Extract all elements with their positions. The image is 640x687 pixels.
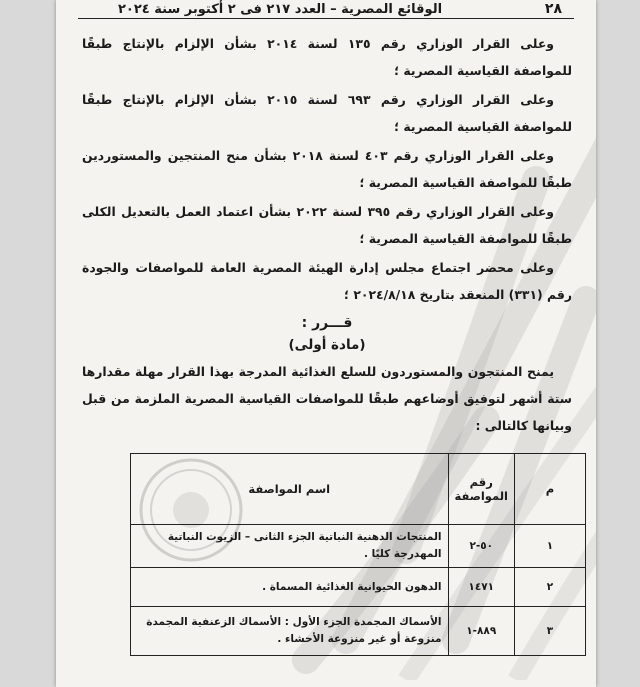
preamble-paragraph: وعلى محضر اجتماع مجلس إدارة الهيئة المصرية العامة للمواصفات والجودة رقم (٣٣١) المنعقد بتاريخ ٢٠٢٤/٨/١٨ ؛ [82,260,572,302]
article-text: يمنح المنتجون والمستوردون للسلع الغذائية المدرجة بهذا القرار مهلة مقدارها ستة أشهر لتوفيق أوضاعهم طبقًا للمواصفات القياسية المصرية الملزمة من قبل وبيانها كالتالى : [82,364,572,433]
row-spec-number: ٨٨٩-١ [448,607,515,656]
preamble-paragraph: وعلى القرار الوزاري رقم ١٣٥ لسنة ٢٠١٤ بشأن الإلزام بالإنتاج طبقًا للمواصفة القياسية المصرية ؛ [82,36,572,78]
page-number: ٢٨ [544,1,562,17]
page-header [78,0,574,19]
preamble-paragraph: وعلى القرار الوزاري رقم ٤٠٣ لسنة ٢٠١٨ بشأن منح المنتجين والمستوردين طبقًا للمواصفة القياسية المصرية ؛ [82,148,572,190]
document-page [56,0,596,687]
document-body [82,30,572,441]
table-row [131,525,586,568]
row-index: ٢ [515,568,586,607]
header-spec-name: اسم المواصفة [131,454,449,525]
row-index: ٣ [515,607,586,656]
row-spec-name: الأسماك المجمدة الجزء الأول : الأسماك الزعنفية المجمدة منزوعة أو غير منزوعة الأحشاء . [131,607,449,656]
row-spec-name: المنتجات الدهنية النباتية الجزء الثانى – الزيوت النباتية المهدرجة كليًا . [131,525,449,568]
table-header-row [131,454,586,525]
table-row [131,568,586,607]
header-spec-number: رقم المواصفة [448,454,515,525]
row-spec-name: الدهون الحيوانية الغذائية المسماة . [131,568,449,607]
preamble-paragraph: وعلى القرار الوزاري رقم ٦٩٣ لسنة ٢٠١٥ بشأن الإلزام بالإنتاج طبقًا للمواصفة القياسية المصرية ؛ [82,92,572,134]
article-heading: (مادة أولى) [288,337,366,353]
table-row [131,607,586,656]
row-index: ١ [515,525,586,568]
header-index: م [515,454,586,525]
gazette-title: الوقائع المصرية – العدد ٢١٧ فى ٢ أكتوبر سنة ٢٠٢٤ [118,1,443,17]
row-spec-number: ١٤٧١ [448,568,515,607]
preamble-paragraph: وعلى القرار الوزاري رقم ٣٩٥ لسنة ٢٠٢٢ بشأن اعتماد العمل بالتعديل الكلى طبقًا للمواصفة القياسية المصرية ؛ [82,204,572,246]
specifications-table [130,453,586,656]
decision-heading: قـــرر : [301,315,353,331]
row-spec-number: ٥٠-٢ [448,525,515,568]
